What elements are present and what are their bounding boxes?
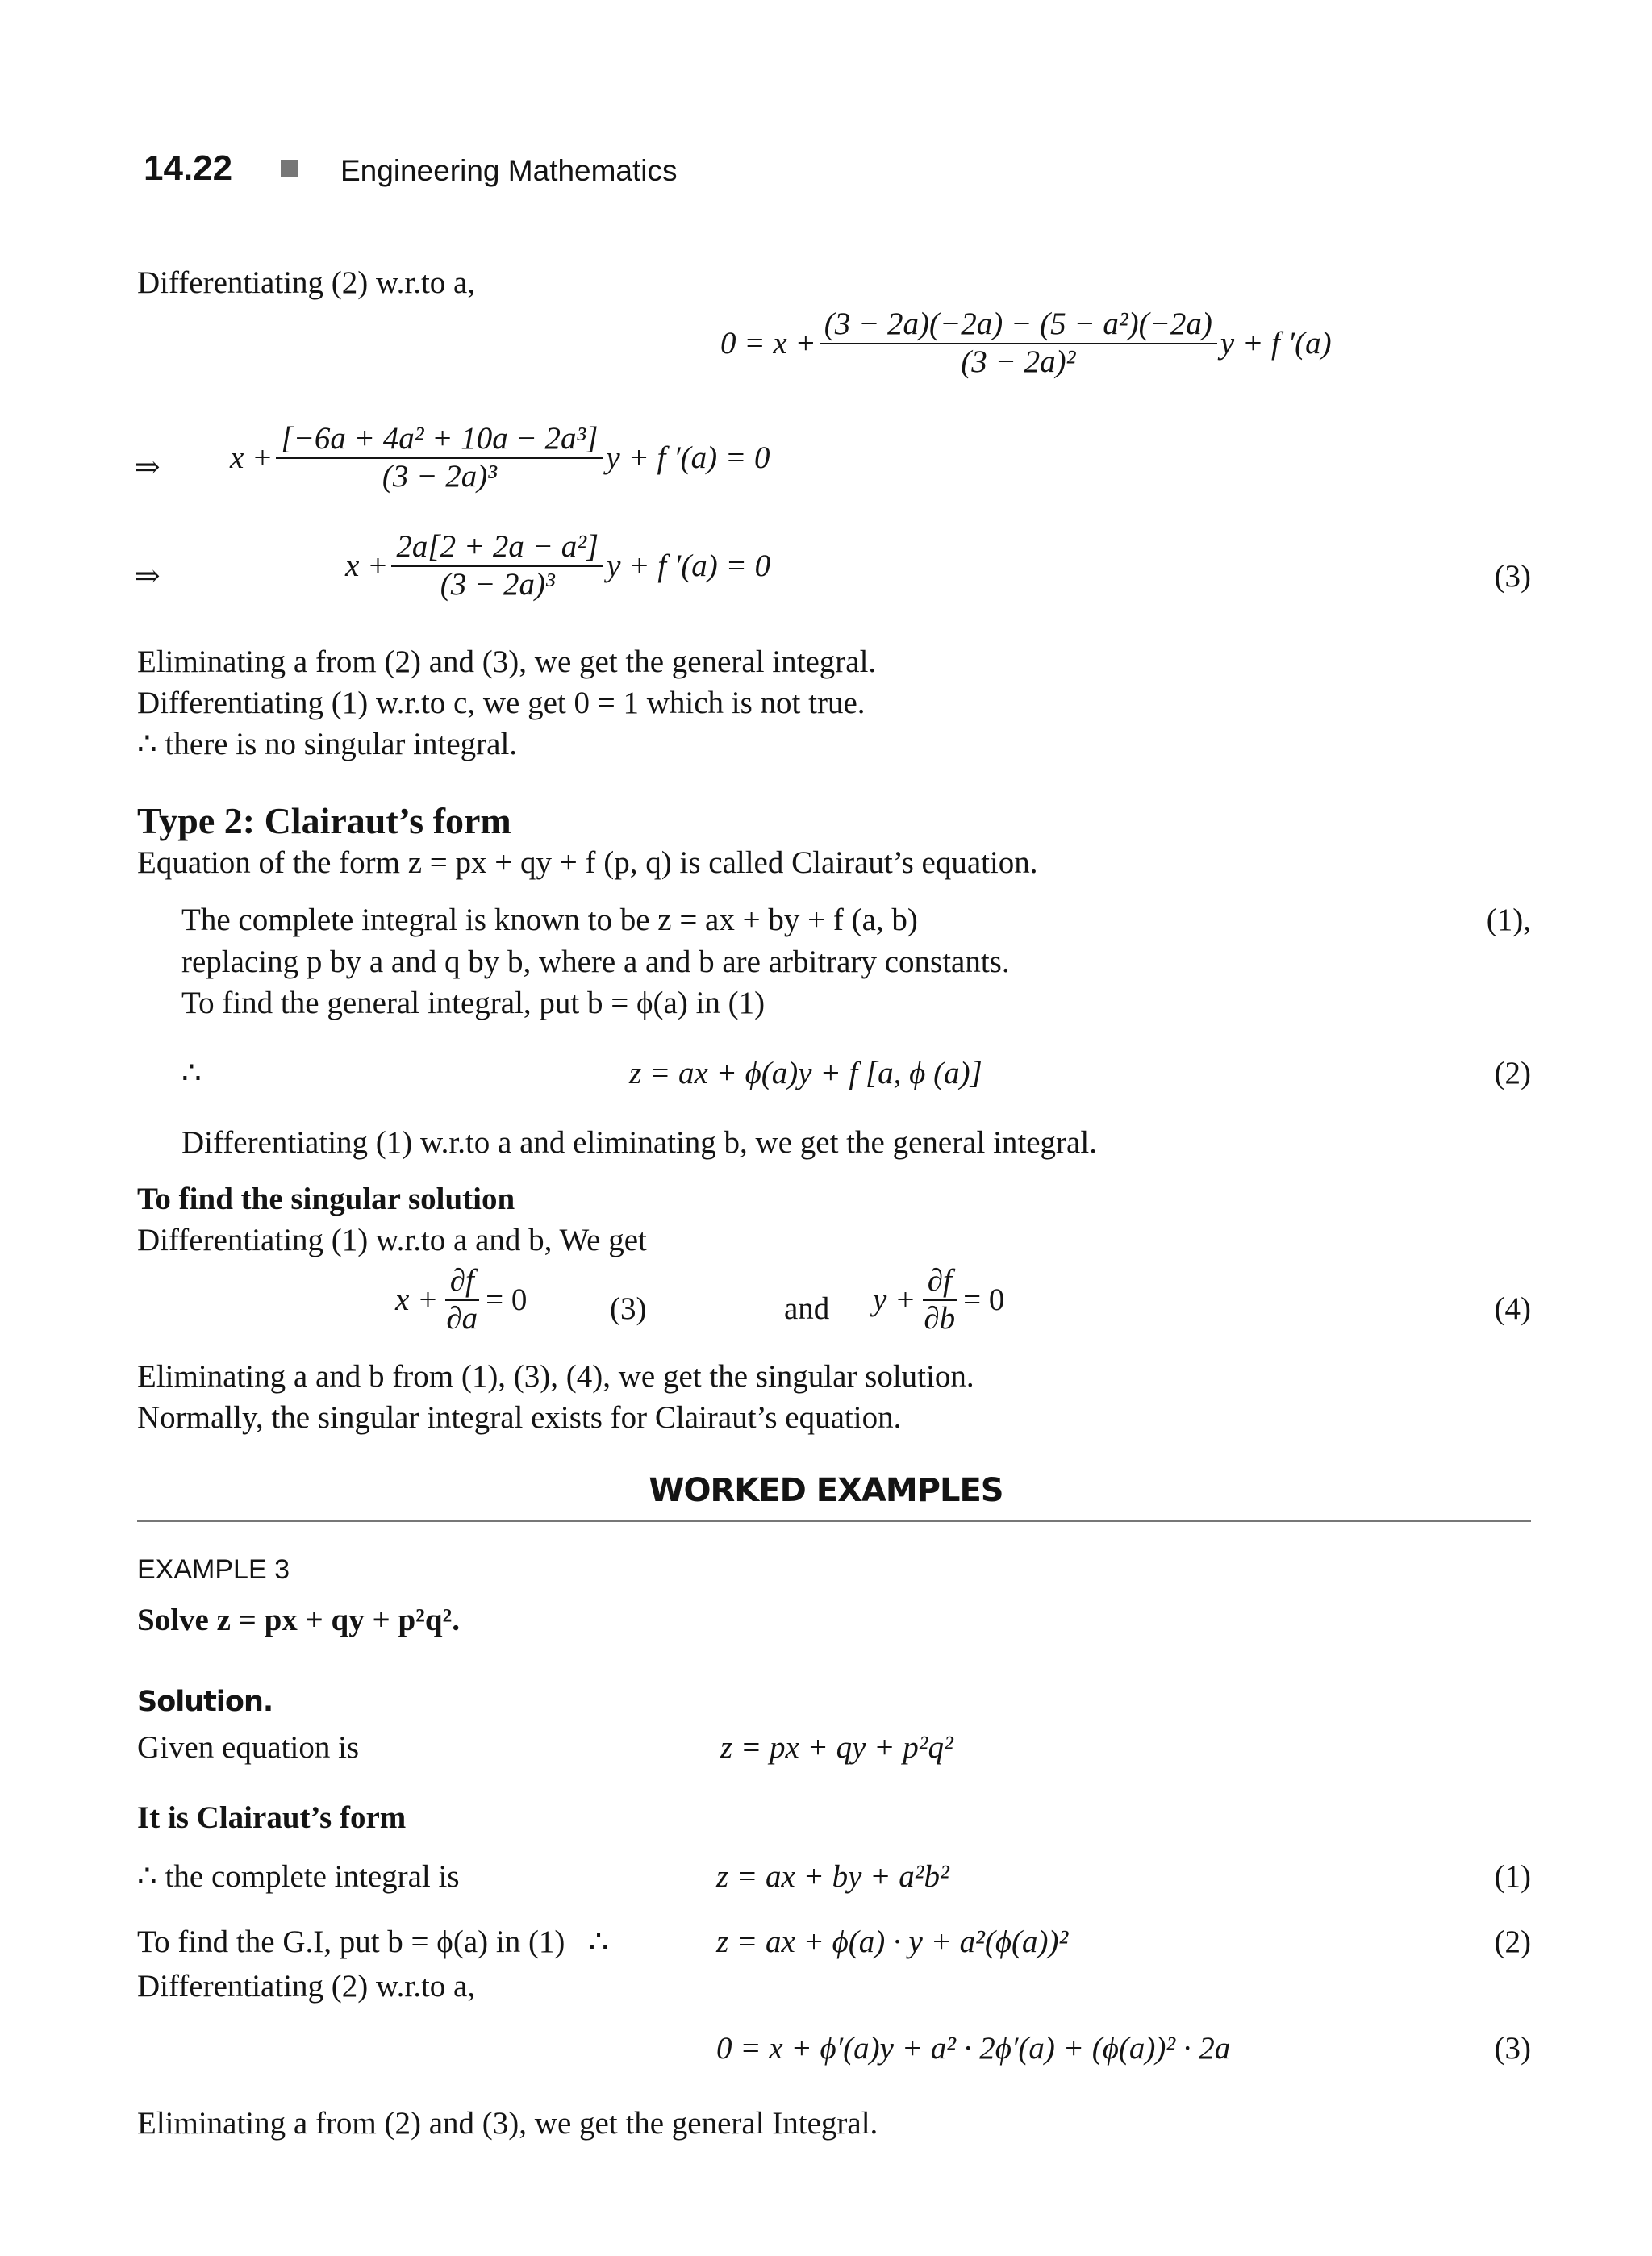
complete-integral-eq-number: (1) (1494, 1859, 1531, 1894)
equation-3 (395, 1263, 527, 1337)
text-line-2: Differentiating (1) w.r.to c, we get 0 = 1 which is not true. (137, 686, 866, 720)
eq-b-fraction (276, 421, 603, 495)
intro-line: Differentiating (2) w.r.to a, (137, 265, 476, 300)
eq4-denominator: ∂b (924, 1300, 956, 1336)
equation-2: z = ax + ϕ(a)y + f [a, ϕ (a)] (629, 1056, 982, 1090)
eq-c-number: (3) (1494, 559, 1531, 594)
eq-b-lhs: x + (230, 440, 273, 475)
given-equation: z = px + qy + p²q² (720, 1730, 953, 1765)
differentiated-equation: 0 = x + ϕ′(a)y + a² · 2ϕ′(a) + (ϕ(a))² · 2a (716, 2031, 1231, 2066)
solution-label: Solution. (137, 1686, 273, 1718)
equation-2-number: (2) (1494, 1056, 1531, 1090)
eq-a-denominator: (3 − 2a)² (961, 344, 1076, 379)
general-integral-line: To find the general integral, put b = ϕ(a) in (1) (181, 986, 766, 1020)
gi-equation-number: (2) (1494, 1924, 1531, 1959)
eq3-fraction (441, 1263, 482, 1337)
eq-a-numerator: (3 − 2a)(−2a) − (5 − a²)(−2a) (820, 306, 1217, 344)
eq4-rhs: = 0 (963, 1282, 1005, 1317)
eq4-number: (4) (1494, 1291, 1531, 1326)
differentiating-line: Differentiating (1) w.r.to a and eliminating b, we get the general integral. (181, 1125, 1097, 1160)
text-line-3: ∴ there is no singular integral. (137, 727, 518, 761)
eq4-numerator: ∂f (923, 1263, 957, 1301)
equation-c (345, 529, 770, 603)
example-problem: Solve z = px + qy + p²q². (137, 1603, 460, 1637)
eq-c-fraction (391, 529, 603, 603)
therefore-symbol: ∴ (181, 1056, 202, 1090)
singular-line-1: Eliminating a and b from (1), (3), (4), we get the singular solution. (137, 1359, 974, 1394)
complete-integral-label: ∴ the complete integral is (137, 1859, 460, 1894)
and-word: and (784, 1291, 830, 1326)
eq-b-numerator: [−6a + 4a² + 10a − 2a³] (276, 421, 603, 459)
given-label: Given equation is (137, 1730, 360, 1765)
singular-line-2: Normally, the singular integral exists for Clairaut’s equation. (137, 1400, 902, 1435)
eq3-lhs: x + (395, 1282, 439, 1317)
eq3-numerator: ∂f (445, 1263, 479, 1301)
eq-b-tail: y + f ′(a) = 0 (606, 440, 770, 475)
equation-b (230, 421, 770, 495)
clairaut-form-heading: It is Clairaut’s form (137, 1800, 407, 1835)
singular-intro: Differentiating (1) w.r.to a and b, We get (137, 1223, 647, 1257)
eq-c-tail: y + f ′(a) = 0 (607, 548, 771, 583)
differentiating-label: Differentiating (2) w.r.to a, (137, 1969, 476, 2004)
equation-a (720, 306, 1332, 381)
complete-integral-number: (1), (1486, 903, 1531, 937)
worked-examples-heading: WORKED EXAMPLES (649, 1472, 1003, 1509)
final-line: Eliminating a from (2) and (3), we get the general Integral. (137, 2106, 878, 2141)
type2-heading: Type 2: Clairaut’s form (137, 800, 511, 841)
eq4-fraction (919, 1263, 960, 1337)
eq4-lhs: y + (873, 1282, 916, 1317)
implies-arrow-2: ⇒ (134, 559, 161, 594)
text-line-1: Eliminating a from (2) and (3), we get the general integral. (137, 644, 877, 679)
example-label: EXAMPLE 3 (137, 1554, 290, 1585)
singular-heading: To find the singular solution (137, 1182, 515, 1216)
gi-equation: z = ax + ϕ(a) · y + a²(ϕ(a))² (716, 1924, 1069, 1959)
eq-c-denominator: (3 − 2a)³ (440, 566, 555, 602)
eq3-rhs: = 0 (486, 1282, 528, 1317)
header-square-icon (281, 160, 298, 177)
page-number: 14.22 (144, 148, 233, 188)
gi-label: To find the G.I, put b = ϕ(a) in (1) ∴ (137, 1924, 609, 1959)
eq-a-tail: y + f ′(a) (1220, 325, 1332, 361)
differentiated-equation-number: (3) (1494, 2031, 1531, 2066)
eq-c-lhs: x + (345, 548, 389, 583)
type2-definition: Equation of the form z = px + qy + f (p, q) is called Clairaut’s equation. (137, 845, 1038, 880)
eq-b-denominator: (3 − 2a)³ (382, 458, 497, 494)
eq-a-fraction (820, 306, 1217, 381)
eq-a-lhs: 0 = x + (720, 325, 816, 361)
eq3-number: (3) (610, 1291, 647, 1326)
replacing-line: replacing p by a and q by b, where a and b are arbitrary constants. (181, 945, 1010, 979)
heading-rule (137, 1520, 1531, 1522)
equation-4 (873, 1263, 1004, 1337)
eq3-denominator: ∂a (446, 1300, 478, 1336)
implies-arrow-1: ⇒ (134, 450, 161, 485)
complete-integral-line: The complete integral is known to be z = ax + by + f (a, b) (181, 903, 918, 937)
book-title: Engineering Mathematics (340, 154, 678, 187)
complete-integral-equation: z = ax + by + a²b² (716, 1859, 949, 1894)
eq-c-numerator: 2a[2 + 2a − a²] (391, 529, 603, 567)
